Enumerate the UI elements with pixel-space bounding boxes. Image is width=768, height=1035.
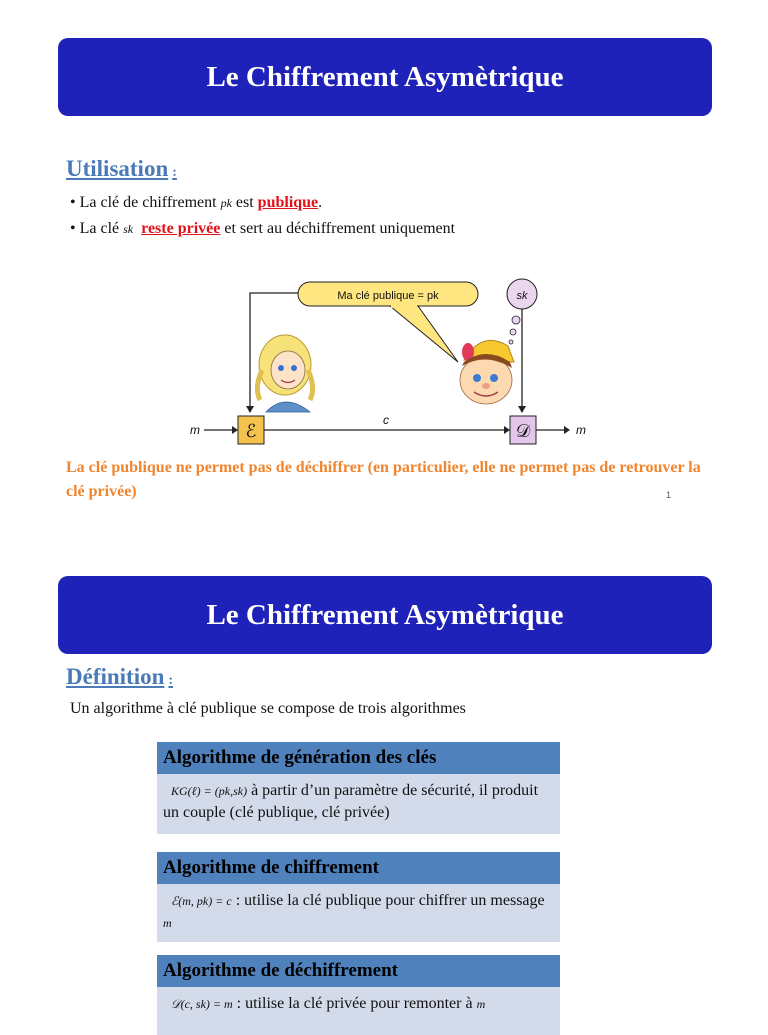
boy-illustration — [460, 340, 514, 404]
bullet-text: • La clé de chiffrement — [70, 194, 221, 211]
box-body — [157, 884, 560, 942]
arrowhead — [518, 406, 526, 413]
emphasis-publique: publique — [257, 194, 319, 211]
thought-dot — [509, 340, 513, 344]
box-body — [157, 774, 560, 832]
encryption-box — [157, 852, 560, 942]
encryption-formula: ℰ(m, pk) = c — [171, 894, 232, 908]
heading-text: Utilisation — [66, 156, 169, 181]
thought-dot — [512, 316, 520, 324]
thought-dot — [510, 329, 516, 335]
box-text: : utilise la clé publique pour chiffrer un message — [231, 892, 545, 909]
page-number: 1 — [666, 490, 672, 500]
box-header: Algorithme de chiffrement — [157, 852, 560, 884]
bullet-list — [70, 190, 455, 242]
slide-title: Le Chiffrement Asymètrique — [58, 576, 712, 654]
bullet-item-private-key — [70, 216, 455, 242]
message-input-label: m — [190, 423, 200, 437]
decryption-box — [157, 955, 560, 1035]
public-key-bubble-text: Ma clé publique = pk — [337, 290, 439, 302]
heading-text: Définition — [66, 664, 165, 689]
bullet-text: • La clé — [70, 220, 124, 237]
bubble-tail — [390, 306, 458, 362]
sk-symbol: sk — [123, 222, 134, 236]
warning-note: La clé publique ne permet pas de déchiffrer (en particulier, elle ne permet pas de retrouver la clé privée) — [66, 459, 701, 500]
bullet-text: . — [318, 194, 323, 211]
bullet-text: est — [231, 194, 258, 211]
box-body — [157, 987, 560, 1023]
encryption-symbol: ℰ — [245, 421, 257, 441]
box-text: : utilise la clé privée pour remonter à — [232, 995, 477, 1012]
key-generation-box — [157, 742, 560, 834]
message-symbol: m — [163, 916, 172, 930]
arrowhead — [232, 426, 238, 434]
box-text: à partir d’un paramètre de sécurité, il produit un couple (clé publique, clé privée) — [163, 782, 539, 821]
message-output-label: m — [576, 423, 586, 437]
sk-bubble-text: sk — [516, 290, 528, 302]
decryption-formula: 𝒟(c, sk) = m — [171, 997, 233, 1011]
emphasis-reste-privee: reste privée — [141, 220, 221, 237]
encryption-diagram — [180, 270, 600, 450]
decryption-symbol: 𝒟 — [515, 421, 531, 441]
bullet-item-public-key — [70, 190, 455, 216]
box-header: Algorithme de génération des clés — [157, 742, 560, 774]
arrowhead — [504, 426, 510, 434]
section-heading — [66, 664, 173, 690]
bullet-text: et sert au déchiffrement uniquement — [220, 220, 456, 237]
arrowhead — [564, 426, 570, 434]
girl-illustration — [257, 335, 312, 412]
slide-2 — [0, 560, 768, 1024]
slide-title: Le Chiffrement Asymètrique — [58, 38, 712, 116]
heading-colon: : — [168, 673, 174, 688]
ciphertext-label: c — [383, 413, 389, 427]
keygen-formula: KG(ℓ) = (pk,sk) — [171, 784, 248, 798]
pk-symbol: pk — [220, 196, 232, 210]
box-header: Algorithme de déchiffrement — [157, 955, 560, 987]
arrowhead — [246, 406, 254, 413]
heading-colon: : — [172, 165, 177, 180]
message-symbol: m — [476, 997, 486, 1011]
intro-text: Un algorithme à clé publique se compose de trois algorithmes — [70, 700, 466, 717]
section-heading — [66, 156, 177, 182]
